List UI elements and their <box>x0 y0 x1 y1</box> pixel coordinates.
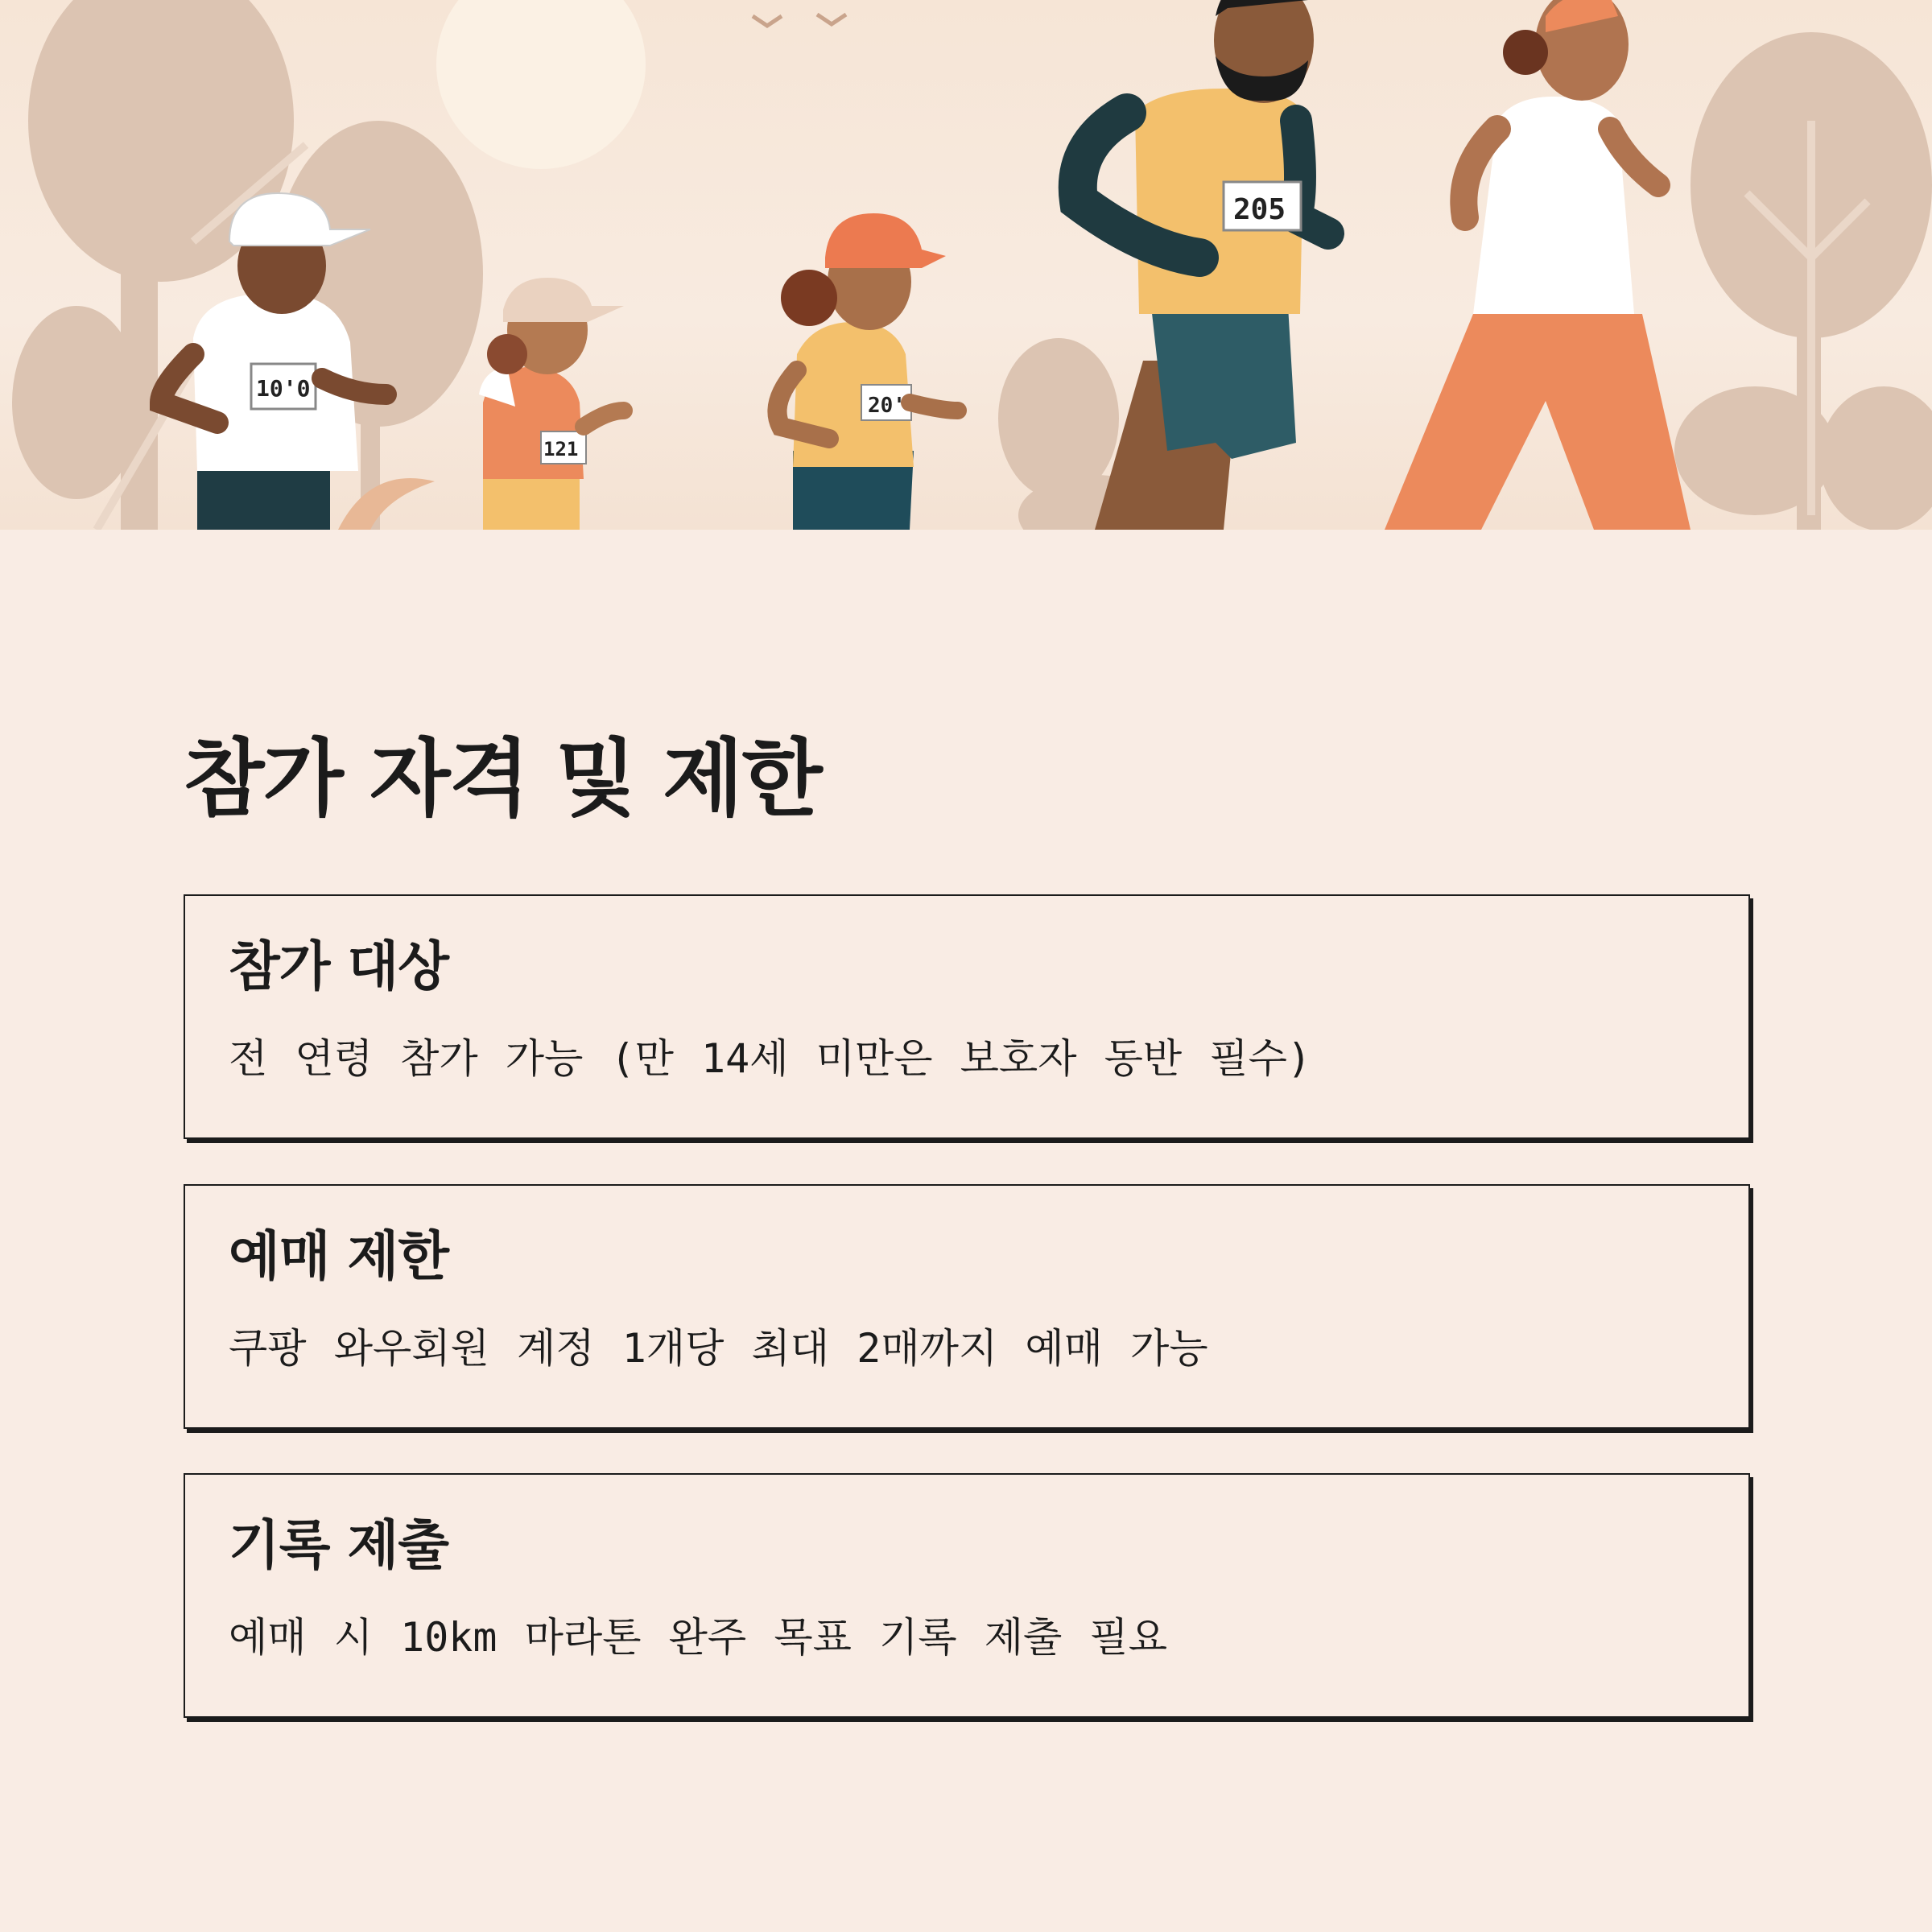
eligibility-card-record-submission <box>184 1473 1750 1718</box>
runner-woman-orange-pants <box>1385 0 1690 530</box>
bib-number: 205 <box>1233 193 1286 226</box>
card-title: 예매 제한 <box>229 1225 449 1287</box>
hero-illustration <box>0 0 1932 530</box>
eligibility-section <box>0 530 1932 1932</box>
card-title: 기록 제출 <box>229 1514 449 1576</box>
card-description: 전 연령 참가 가능 (만 14세 미만은 보호자 동반 필수) <box>229 1035 1312 1082</box>
runners-illustration <box>0 0 1932 530</box>
birds-shape <box>753 14 846 26</box>
runner-girl-orange-cap <box>778 213 959 530</box>
bib-number: 20' <box>868 394 906 418</box>
card-title: 참가 대상 <box>229 935 449 997</box>
sun-shape <box>436 0 646 169</box>
runner-child-beige-cap <box>479 278 624 530</box>
card-description: 쿠팡 와우회원 계정 1개당 최대 2매까지 예매 가능 <box>229 1325 1208 1372</box>
card-description: 예매 시 10km 마라톤 완주 목표 기록 제출 필요 <box>229 1614 1168 1661</box>
runner-man-yellow-vest <box>1078 0 1328 530</box>
eligibility-card-participants <box>184 894 1750 1139</box>
bib-number: 121 <box>543 438 579 460</box>
bib-number: 10'0 <box>256 375 311 402</box>
section-title: 참가 자격 및 제한 <box>184 729 821 828</box>
eligibility-card-purchase-limit <box>184 1184 1750 1429</box>
